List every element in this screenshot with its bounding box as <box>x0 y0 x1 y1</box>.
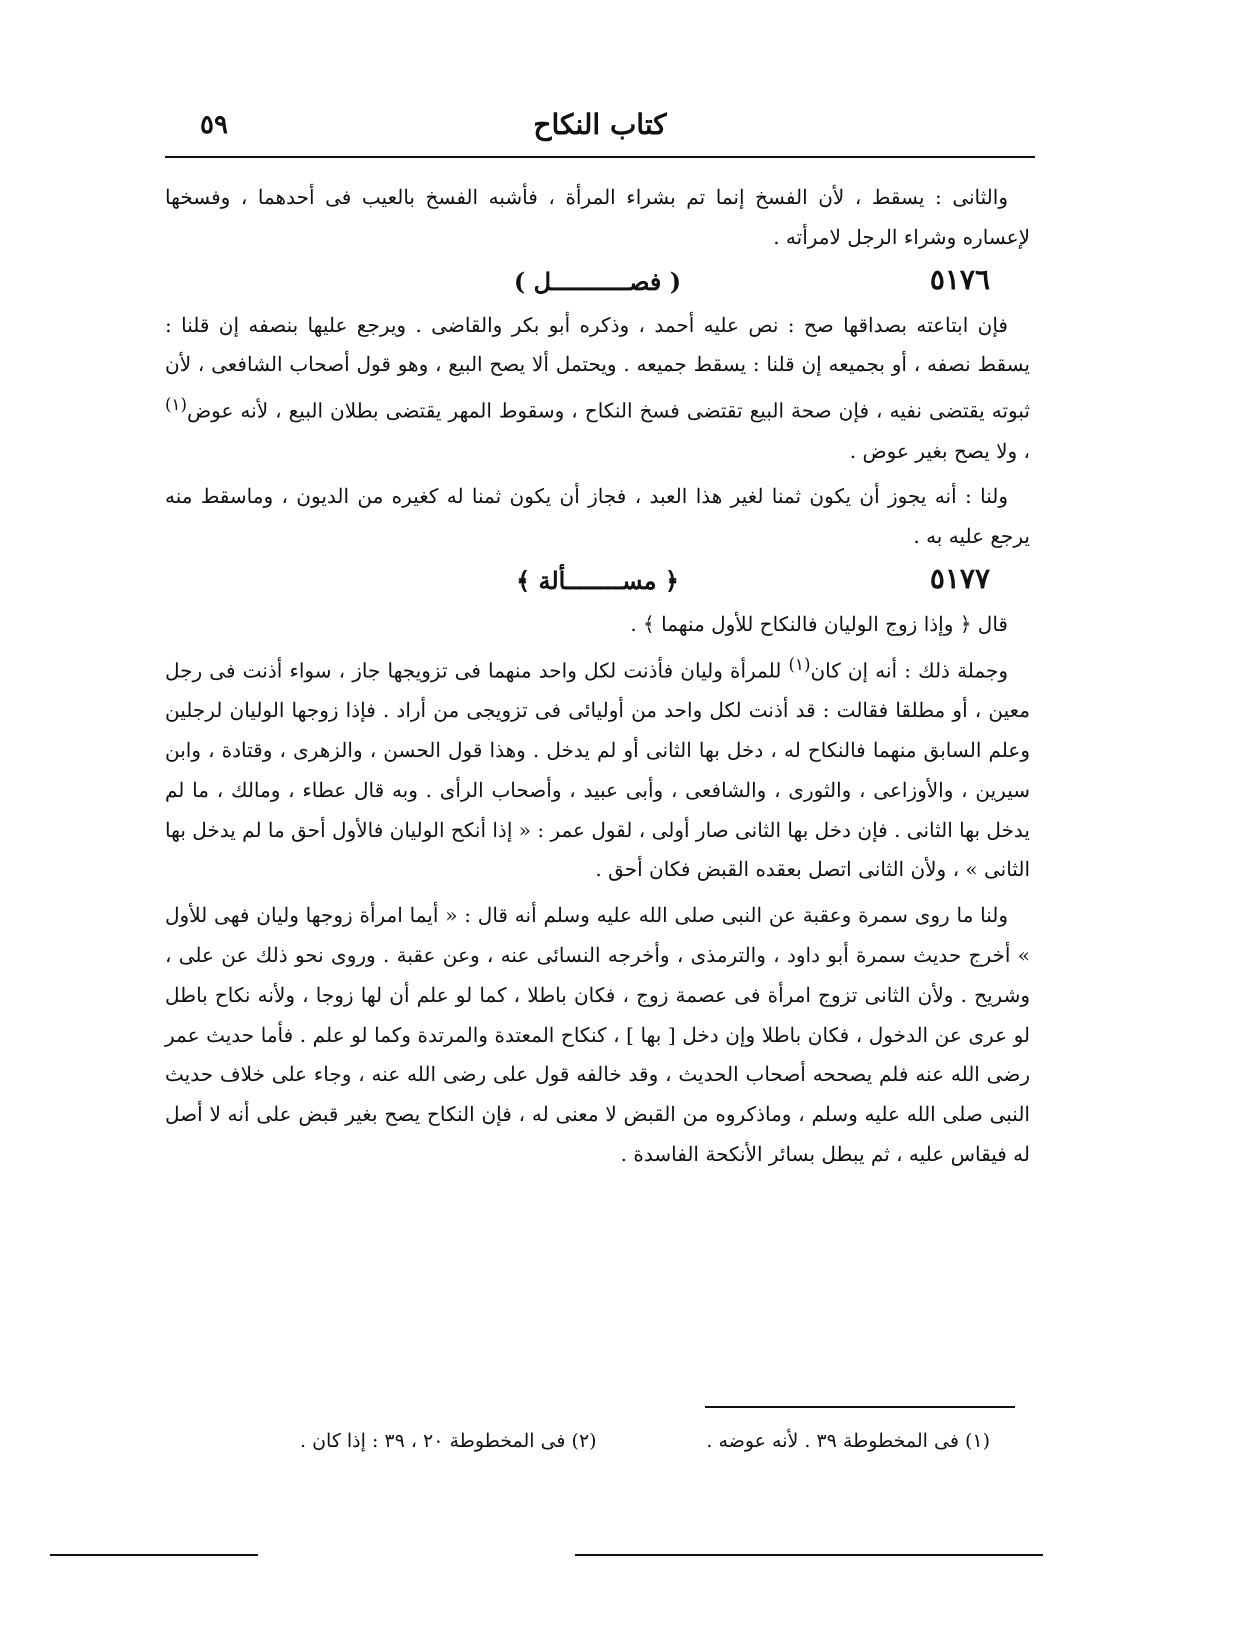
paragraph-1: والثانى : يسقط ، لأن الفسخ إنما تم بشراء المرأة ، فأشبه الفسخ بالعيب فى أحدهما ، وفسخها لإعساره وشراء الرجل لامرأته . <box>165 185 1030 249</box>
bottom-rule-right <box>575 1554 1043 1556</box>
footnote-2: (٢) فى المخطوطة ٢٠ ، ٣٩ : إذا كان . <box>300 1430 597 1452</box>
section-heading-5176 <box>165 260 1030 304</box>
footnote-divider <box>705 1406 1015 1408</box>
footnote-marker: (١) <box>788 654 811 674</box>
bottom-rule-left <box>50 1554 258 1556</box>
paragraph-5-start: وجملة ذلك : أنه إن كان <box>810 658 1009 683</box>
section-title: ﴿ مســــــــألة ﴾ <box>516 566 679 596</box>
paragraph-6: ولنا ما روى سمرة وعقبة عن النبى صلى الله عليه وسلم أنه قال : « أيما امرأة زوجها وليان فهى للأول » أخرج حديث سمرة أبو داود ، والترمذى ، وأخرجه النسائى عنه ، وعن عقبة . وروى نحو ذلك عن على ، وشريح . ولأن الثانى تزوج امرأة فى عصمة زوج ، فكان باطلا ، كما لو علم أن لها زوجا ، ولأنه نكاح باطل لو عرى عن الدخول ، فكان باطلا وإن دخل [ بها ] ، كنكاح المعتدة والمرتدة وكما لو علم . فأما حديث عمر رضى الله عنه فلم يصححه أصحاب الحديث ، وقد خالفه قول على رضى الله عنه ، وجاء على خلاف حديث النبى صلى الله عليه وسلم ، وماذكروه من القبض لا معنى له ، فإن النكاح يصح بغير قبض على أنه لا أصل له فيقاس عليه ، ثم يبطل بسائر الأنكحة الفاسدة . <box>165 903 1030 1167</box>
paragraph-2 <box>165 306 1030 472</box>
section-number: ٥١٧٧ <box>929 562 990 596</box>
section-heading-5177 <box>165 559 1030 603</box>
running-title: كتاب النكاح <box>533 108 667 141</box>
footnotes <box>300 1430 990 1466</box>
page-number: ٥٩ <box>200 110 228 140</box>
paragraph-3: ولنا : أنه يجوز أن يكون ثمنا لغير هذا العبد ، فجاز أن يكون ثمنا له كغيره من الديون ، وماسقط منه يرجع عليه به . <box>165 484 1030 549</box>
section-number: ٥١٧٦ <box>929 262 990 296</box>
header-divider <box>165 156 1035 158</box>
paragraph-4: قال ﴿ وإذا زوج الوليان فالنكاح للأول منهما ﴾ . <box>630 612 1008 637</box>
main-text <box>165 178 1030 1175</box>
paragraph-5-text: للمرأة وليان فأذنت لكل واحد منهما فى تزويجها جاز ، سواء أذنت فى رجل معين ، أو مطلقا فقالت : قد أذنت لكل واحد من أوليائى فى تزويجى من أراد . فإذا زوجها الوليان لرجلين وعلم السابق منهما فالنكاح له ، دخل بها الثانى أو لم يدخل . وهذا قول الحسن ، والزهرى ، وقتادة ، وابن سيرين ، والأوزاعى ، والثورى ، والشافعى ، وأبى عبيد ، وأصحاب الرأى . وبه قال عطاء ، ومالك ، ما لم يدخل بها الثانى . فإن دخل بها الثانى صار أولى ، لقول عمر : « إذا أنكح الوليان فالأول أحق ما لم يدخل بها الثانى » ، ولأن الثانى اتصل بعقده القبض فكان أحق . <box>165 658 1030 882</box>
paragraph-2-text: فإن ابتاعته بصداقها صح : نص عليه أحمد ، وذكره أبو بكر والقاضى . ويرجع عليها بنصفه إن قلنا : يسقط نصفه ، أو بجميعه إن قلنا : يسقط جميعه . ويحتمل ألا يصح البيع ، وهو قول أصحاب الشافعى ، لأن ثبوته يقتضى نفيه ، فإن صحة البيع تقتضى فسخ النكاح ، وسقوط المهر يقتضى بطلان البيع ، لأنه عوض <box>165 312 1030 423</box>
footnote-1: (١) فى المخطوطة ٣٩ . لأنه عوضه . <box>706 1430 990 1452</box>
page-header <box>165 100 1035 152</box>
footnote-marker: (١) <box>165 395 187 415</box>
paragraph-5 <box>165 645 1030 890</box>
section-title: ( فصـــــــــــل ) <box>513 266 682 296</box>
paragraph-2-end: ، ولا يصح بغير عوض . <box>849 438 1030 463</box>
